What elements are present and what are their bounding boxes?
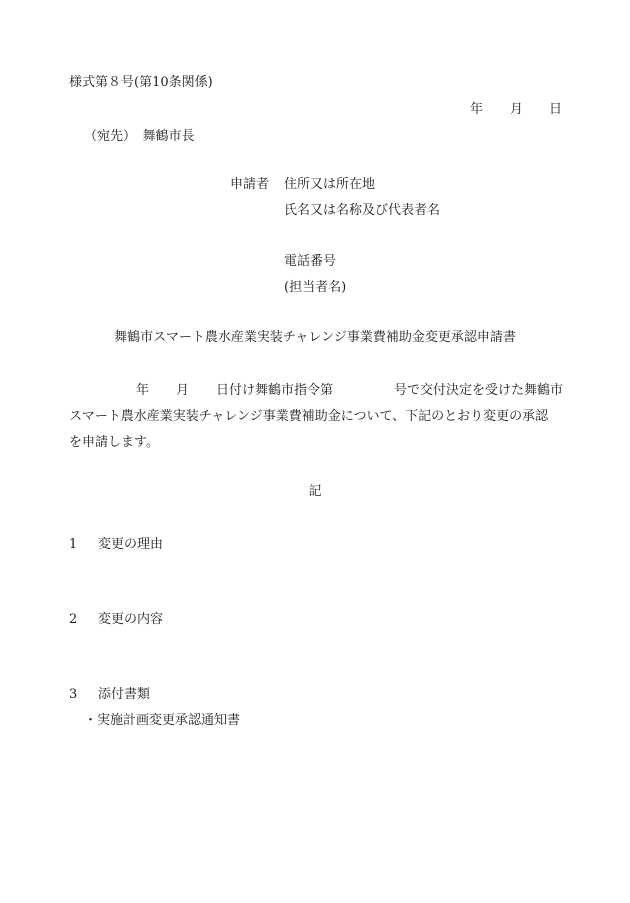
ki-heading: 記: [308, 484, 322, 499]
body-paragraph: [69, 378, 564, 456]
body-line-3: を申請します。: [69, 435, 159, 450]
body-line-2: スマート農水産業実装チャレンジ事業費補助金について、下記のとおり変更の承認: [69, 409, 549, 424]
body-line-1: [69, 378, 564, 404]
applicant-name-label: 氏名又は名称及び代表者名: [284, 203, 441, 218]
section-2-number: 2: [69, 612, 78, 627]
applicant-address-label: 住所又は所在地: [284, 177, 376, 192]
body-dated: 日付け舞鶴市指令第: [216, 383, 334, 398]
form-number: 様式第８号(第10条関係): [69, 75, 213, 90]
date-day: 日: [549, 102, 563, 117]
section-1-label: 変更の理由: [98, 537, 164, 552]
date-month: 月: [510, 102, 524, 117]
applicant-contact-label: (担当者名): [284, 280, 347, 295]
date-line: [0, 102, 630, 120]
body-year: 年: [136, 383, 150, 398]
body-month: 月: [176, 383, 190, 398]
body-rest1: 号で交付決定を受けた舞鶴市: [394, 383, 564, 398]
attachment-item: ・実施計画変更承認通知書: [84, 713, 241, 728]
section-3-number: 3: [69, 687, 78, 702]
document-title: 舞鶴市スマート農水産業実装チャレンジ事業費補助金変更承認申請書: [114, 330, 516, 345]
addressee: （宛先） 舞鶴市長: [84, 129, 195, 144]
applicant-phone-label: 電話番号: [284, 254, 337, 269]
applicant-label: 申請者: [230, 177, 270, 192]
date-year: 年: [470, 102, 484, 117]
section-1-number: 1: [69, 537, 78, 552]
section-3-label: 添付書類: [98, 687, 151, 702]
section-2-label: 変更の内容: [98, 612, 164, 627]
